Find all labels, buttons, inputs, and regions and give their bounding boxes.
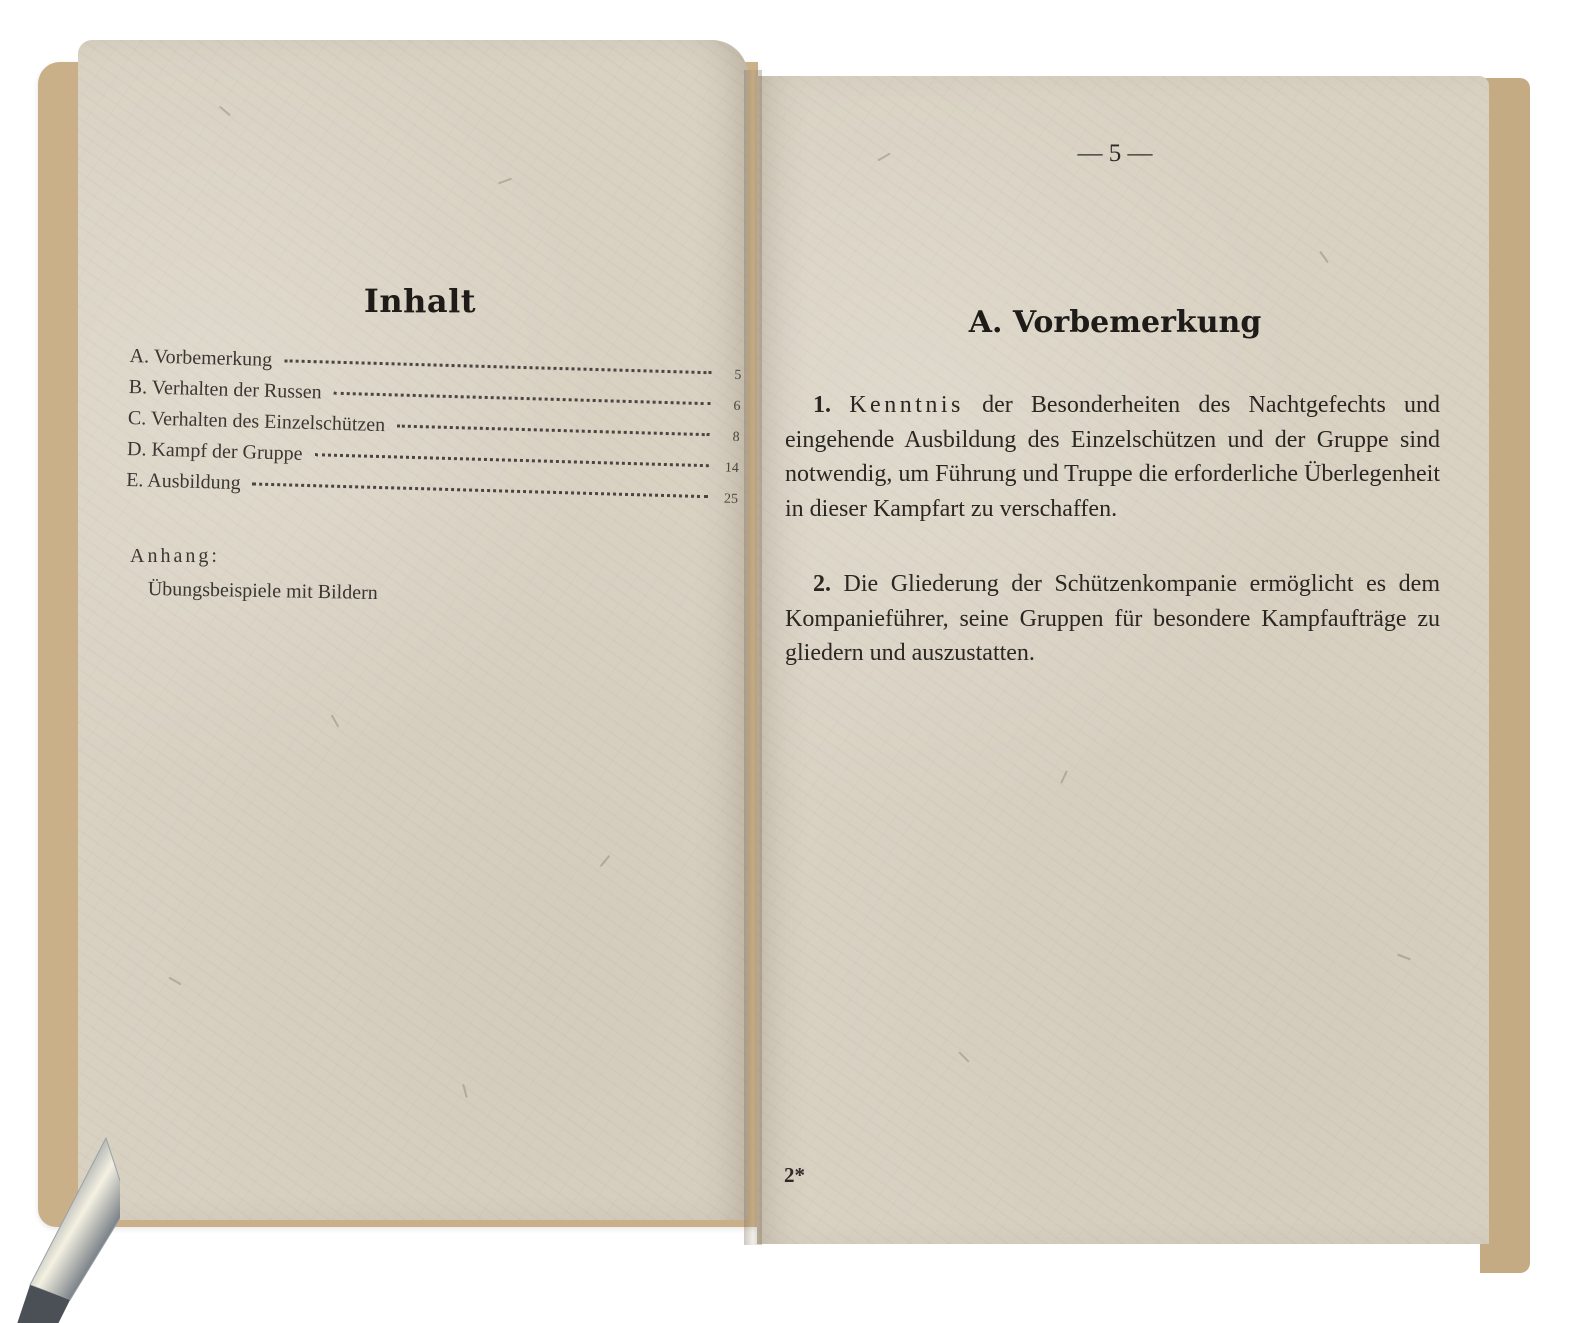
signature-mark: 2* — [784, 1163, 805, 1187]
toc-entry-label: E. Ausbildung — [125, 468, 241, 495]
toc-entry-page: 25 — [723, 491, 739, 508]
dot-leader — [334, 392, 711, 406]
paragraph-text: Gliederung der Schützenkompanie ermöglicht es dem Kompanieführer, seine Gruppen für besondere Kampfaufträge zu gliedern und auszustatten. — [785, 571, 1440, 666]
paper-fibre — [877, 153, 890, 162]
dot-leader — [284, 359, 711, 374]
page-number: — 5 — — [1077, 140, 1153, 167]
toc-entry-label: B. Verhalten der Russen — [128, 375, 322, 404]
toc-entry-page: 8 — [732, 429, 740, 446]
paragraph-2 — [785, 567, 1440, 671]
dot-leader — [253, 482, 708, 498]
paragraph-number: 2. — [813, 571, 831, 597]
table-of-contents — [126, 345, 742, 517]
toc-entry-page: 5 — [734, 367, 742, 384]
paper-fibre — [168, 977, 181, 986]
dot-leader — [397, 424, 710, 436]
paper-fibre — [1060, 770, 1068, 784]
appendix-title: Anhang: — [130, 545, 220, 567]
paper-fibre — [219, 106, 231, 117]
paper-fibre — [1319, 251, 1329, 264]
paragraph-lead-word: Die — [843, 571, 879, 597]
toc-entry-label: D. Kampf der Gruppe — [126, 437, 303, 465]
paragraph-number: 1. — [813, 392, 831, 418]
paper-fibre — [331, 714, 340, 727]
paragraph-1 — [785, 388, 1440, 526]
toc-entry-label: C. Verhalten des Einzelschützen — [127, 406, 386, 437]
section-title: A. Vorbemerkung — [968, 305, 1262, 340]
toc-entry-page: 6 — [733, 398, 741, 415]
appendix-item: Übungsbeispiele mit Bildern — [147, 578, 378, 605]
left-page — [78, 40, 748, 1220]
book-gutter — [744, 70, 762, 1245]
paper-fibre — [600, 855, 611, 867]
toc-entry-label: A. Vorbemerkung — [129, 345, 273, 371]
paragraph-text: der Besonderheiten des Nachtgefechts und eingehende Ausbildung des Einzelschützen und der Gruppe sind notwendig, um Führung und Truppe die erforderliche Überlegenheit in dieser Kampfart zu verschaffen. — [785, 392, 1441, 522]
dot-leader — [314, 453, 708, 467]
paper-fibre — [958, 1051, 969, 1062]
paper-fibre — [1397, 954, 1411, 961]
paper-fibre — [462, 1084, 468, 1098]
toc-title: Inhalt — [363, 282, 477, 320]
paper-fibre — [498, 178, 512, 185]
appendix — [130, 545, 378, 605]
paragraph-lead-word: Kenntnis — [849, 392, 964, 418]
toc-entry-page: 14 — [724, 460, 739, 477]
craft-knife-icon — [10, 1120, 120, 1323]
